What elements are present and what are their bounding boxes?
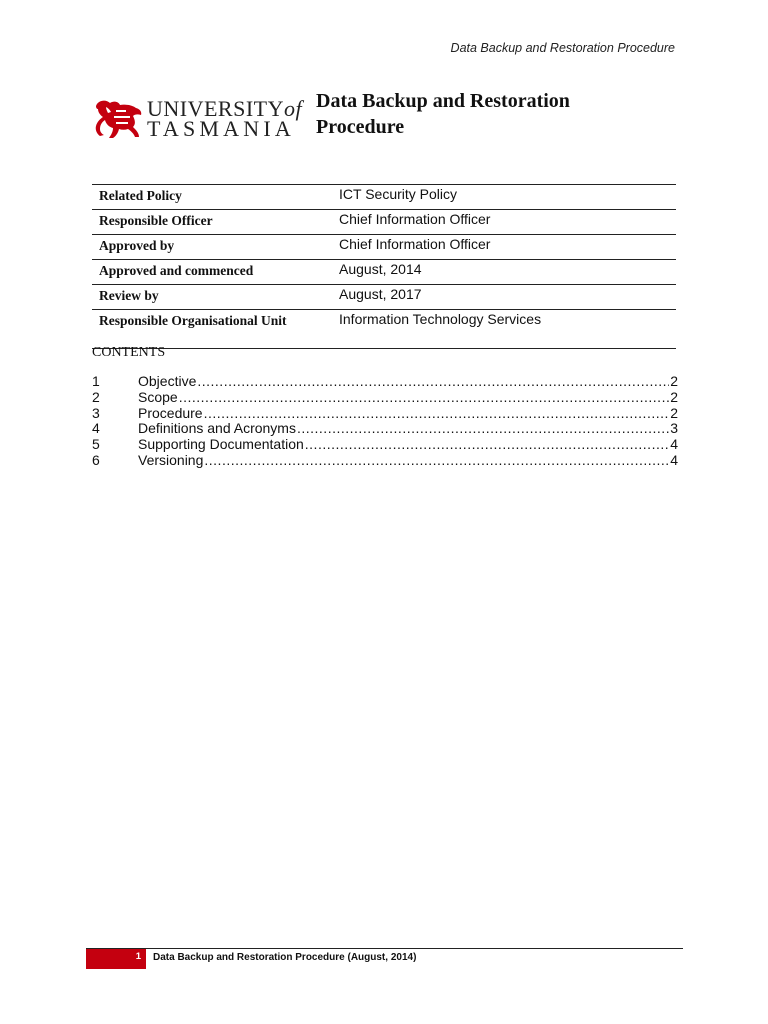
toc-leader <box>179 390 670 406</box>
toc-entry[interactable] <box>92 453 678 469</box>
table-row <box>92 185 676 210</box>
footer-rule <box>86 948 683 949</box>
meta-label: Approved and commenced <box>92 260 333 285</box>
meta-value: August, 2017 <box>333 285 676 310</box>
toc-entry[interactable] <box>92 437 678 453</box>
toc-page[interactable]: 2 <box>670 388 678 405</box>
toc-page[interactable]: 2 <box>670 373 678 389</box>
toc-leader <box>204 406 670 422</box>
logo-university-text: UNIVERSITY <box>147 96 284 121</box>
table-row <box>92 285 676 310</box>
meta-label: Responsible Organisational Unit <box>92 310 333 349</box>
toc-leader <box>197 374 669 390</box>
toc-leader <box>204 453 669 469</box>
toc-number: 5 <box>92 436 100 453</box>
toc-label[interactable]: Versioning <box>138 451 204 468</box>
toc-page[interactable]: 4 <box>670 436 678 453</box>
logo-line-tasmania: TASMANIA <box>147 116 295 141</box>
toc-page[interactable]: 4 <box>670 451 678 468</box>
toc-number: 3 <box>92 404 100 421</box>
toc-label[interactable]: Scope <box>138 388 178 405</box>
meta-label: Related Policy <box>92 185 333 210</box>
title-line-1: Data Backup and Restoration <box>316 90 570 112</box>
policy-metadata-table <box>92 184 676 349</box>
table-of-contents <box>92 374 678 469</box>
footer-page-number: 1 <box>135 951 141 962</box>
university-logo <box>92 96 302 146</box>
toc-number: 1 <box>92 373 100 389</box>
toc-page[interactable]: 2 <box>670 404 678 421</box>
toc-page[interactable]: 3 <box>670 420 678 437</box>
document-title <box>316 88 636 140</box>
toc-leader <box>297 421 669 437</box>
toc-number: 2 <box>92 388 100 405</box>
toc-entry[interactable] <box>92 374 678 390</box>
meta-value: Chief Information Officer <box>333 235 676 260</box>
table-row <box>92 210 676 235</box>
logo-of-text: of <box>284 96 303 121</box>
toc-entry[interactable] <box>92 421 678 437</box>
meta-label: Approved by <box>92 235 333 260</box>
meta-value: Chief Information Officer <box>333 210 676 235</box>
lion-emblem-icon <box>92 98 144 142</box>
meta-value: Information Technology Services <box>333 310 676 349</box>
contents-heading: CONTENTS <box>92 345 166 360</box>
toc-number: 6 <box>92 451 100 468</box>
table-row <box>92 310 676 349</box>
title-line-2: Procedure <box>316 116 405 138</box>
toc-label[interactable]: Objective <box>138 373 197 389</box>
toc-label[interactable]: Supporting Documentation <box>138 436 304 453</box>
meta-value: August, 2014 <box>333 260 676 285</box>
toc-leader <box>305 437 669 453</box>
table-row <box>92 260 676 285</box>
meta-label: Responsible Officer <box>92 210 333 235</box>
toc-entry[interactable] <box>92 406 678 422</box>
toc-label[interactable]: Definitions and Acronyms <box>138 420 296 437</box>
table-row <box>92 235 676 260</box>
running-header: Data Backup and Restoration Procedure <box>450 41 675 55</box>
footer-text: Data Backup and Restoration Procedure (August, 2014) <box>153 952 417 963</box>
meta-value: ICT Security Policy <box>333 185 676 210</box>
toc-entry[interactable] <box>92 390 678 406</box>
toc-label[interactable]: Procedure <box>138 404 203 421</box>
toc-number: 4 <box>92 420 100 437</box>
meta-label: Review by <box>92 285 333 310</box>
